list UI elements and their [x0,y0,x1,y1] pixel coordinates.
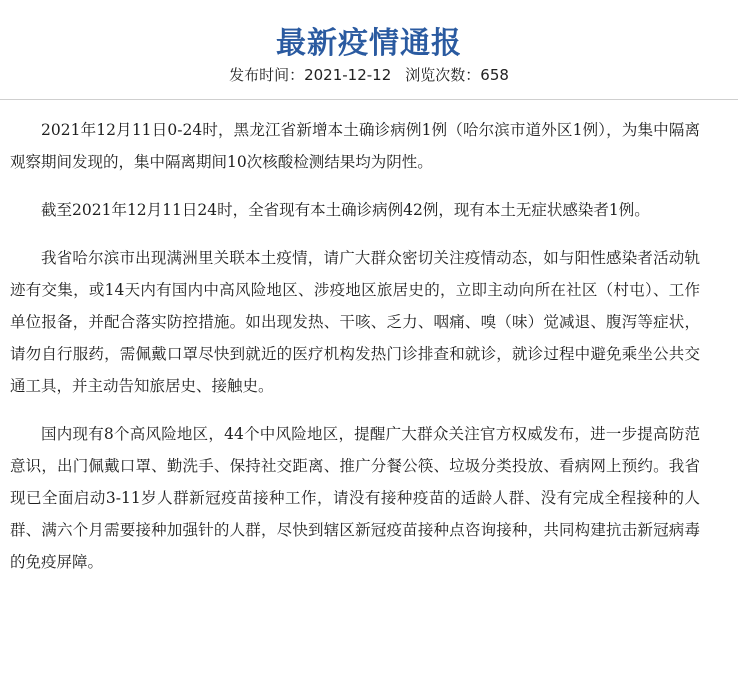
article-meta [0,64,738,86]
view-count-label: 浏览次数： [405,66,481,84]
article-body [10,114,700,594]
header-divider [0,99,738,100]
publish-date: 2021-12-12 [304,66,392,84]
publish-date-label: 发布时间： [229,66,305,84]
view-count: 658 [480,66,509,84]
paragraph-new-cases: 2021年12月11日0-24时，黑龙江省新增本土确诊病例1例（哈尔滨市道外区1例），为集中隔离观察期间发现的，集中隔离期间10次核酸检测结果均为阴性。 [10,121,700,171]
paragraph-current-totals: 截至2021年12月11日24时，全省现有本土确诊病例42例，现有本土无症状感染者1例。 [41,201,650,219]
page-title: 最新疫情通报 [276,26,462,62]
paragraph-risk-areas-vaccination: 国内现有8个高风险地区，44个中风险地区，提醒广大群众关注官方权威发布，进一步提高防范意识，出门佩戴口罩、勤洗手、保持社交距离、推广分餐公筷、垃圾分类投放、看病网上预约。我省现已全面启动3-11岁人群新冠疫苗接种工作，请没有接种疫苗的适龄人群、没有完成全程接种的人群、满六个月需要接种加强针的人群，尽快到辖区新冠疫苗接种点咨询接种，共同构建抗击新冠病毒的免疫屏障。 [10,425,700,571]
paragraph-public-advisory: 我省哈尔滨市出现满洲里关联本土疫情，请广大群众密切关注疫情动态，如与阳性感染者活动轨迹有交集，或14天内有国内中高风险地区、涉疫地区旅居史的，立即主动向所在社区（村屯）、工作单位报备，并配合落实防控措施。如出现发热、干咳、乏力、咽痛、嗅（味）觉减退、腹泻等症状，请勿自行服药，需佩戴口罩尽快到就近的医疗机构发热门诊排查和就诊，就诊过程中避免乘坐公共交通工具，并主动告知旅居史、接触史。 [10,249,700,395]
